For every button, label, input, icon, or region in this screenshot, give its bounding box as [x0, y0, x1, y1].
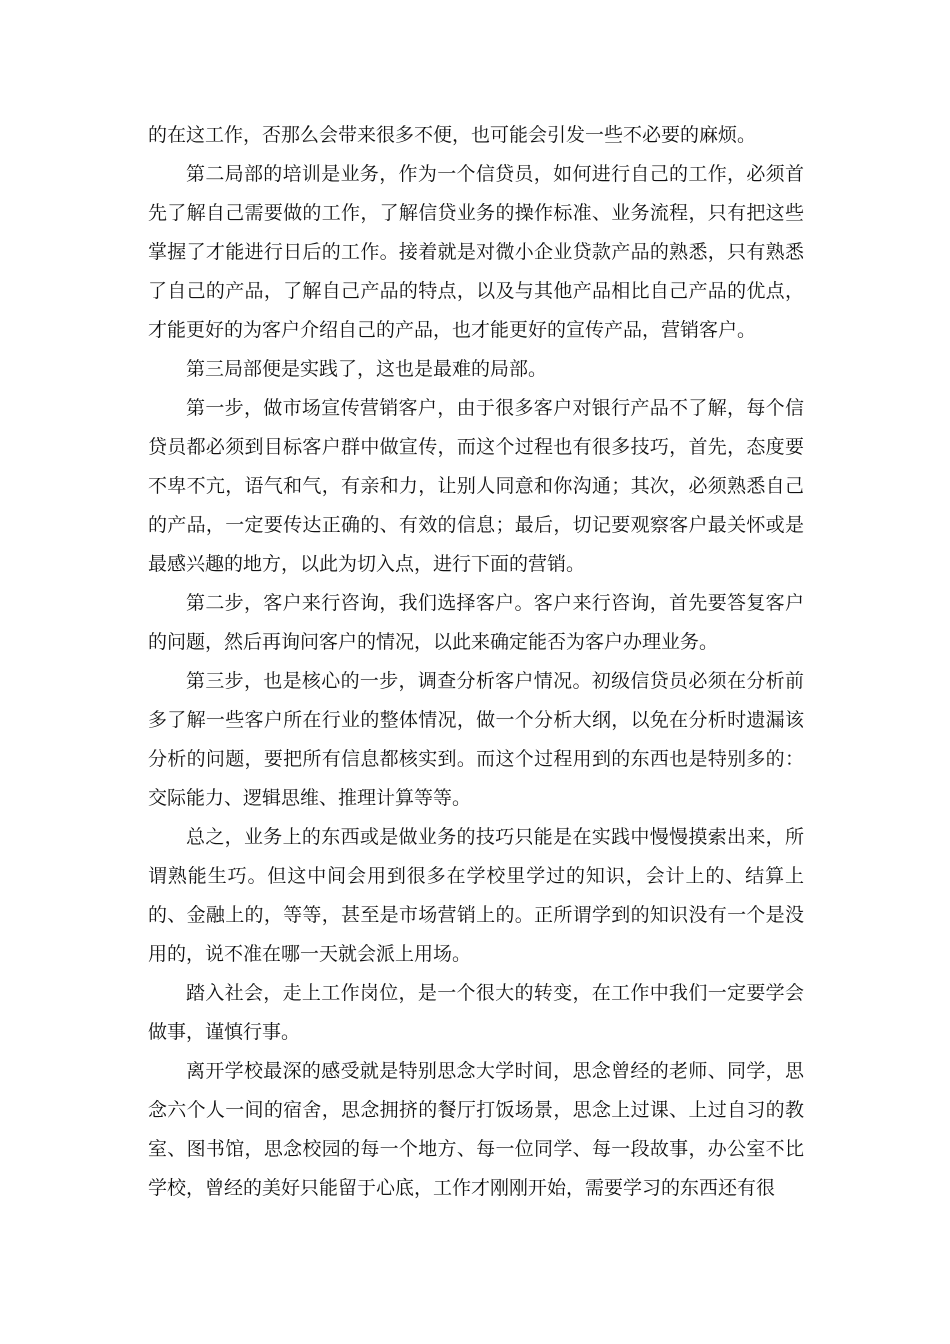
paragraph: 第一步，做市场宣传营销客户，由于很多客户对银行产品不了解，每个信贷员都必须到目标客户群中做宣传，而这个过程也有很多技巧，首先，态度要不卑不亢，语气和气，有亲和力，让别人同意和你沟通；其次，必须熟悉自己的产品，一定要传达正确的、有效的信息；最后，切记要观察客户最关怀或是最感兴趣的地方，以此为切入点，进行下面的营销。: [148, 397, 804, 575]
paragraph: 第二步，客户来行咨询，我们选择客户。客户来行咨询，首先要答复客户的问题，然后再询问客户的情况，以此来确定能否为客户办理业务。: [148, 592, 804, 653]
paragraph: 离开学校最深的感受就是特别思念大学时间，思念曾经的老师、同学，思念六个人一间的宿舍，思念拥挤的餐厅打饭场景，思念上过课、上过自习的教室、图书馆，思念校园的每一个地方、每一位同学、每一段故事，办公室不比学校，曾经的美好只能留于心底，工作才刚刚开始，需要学习的东西还有很: [148, 1060, 804, 1199]
paragraph: 总之，业务上的东西或是做业务的技巧只能是在实践中慢慢摸索出来，所谓熟能生巧。但这中间会用到很多在学校里学过的知识，会计上的、结算上的、金融上的，等等，甚至是市场营销上的。正所谓学到的知识没有一个是没用的，说不准在哪一天就会派上用场。: [148, 826, 804, 965]
paragraph-continuation: 的在这工作，否那么会带来很多不便，也可能会引发一些不必要的麻烦。: [148, 124, 757, 146]
paragraph: 第二局部的培训是业务，作为一个信贷员，如何进行自己的工作，必须首先了解自己需要做的工作，了解信贷业务的操作标准、业务流程，只有把这些掌握了才能进行日后的工作。接着就是对微小企业贷款产品的熟悉，只有熟悉了自己的产品，了解自己产品的特点，以及与其他产品相比自己产品的优点，才能更好的为客户介绍自己的产品，也才能更好的宣传产品，营销客户。: [148, 163, 804, 341]
body-text: [148, 116, 804, 1208]
paragraph: 踏入社会，走上工作岗位，是一个很大的转变，在工作中我们一定要学会做事，谨慎行事。: [148, 982, 804, 1043]
paragraph: 第三局部便是实践了，这也是最难的局部。: [186, 358, 548, 380]
paragraph: 第三步，也是核心的一步，调查分析客户情况。初级信贷员必须在分析前多了解一些客户所在行业的整体情况，做一个分析大纲，以免在分析时遗漏该分析的问题，要把所有信息都核实到。而这个过程用到的东西也是特别多的：交际能力、逻辑思维、推理计算等等。: [148, 670, 804, 809]
